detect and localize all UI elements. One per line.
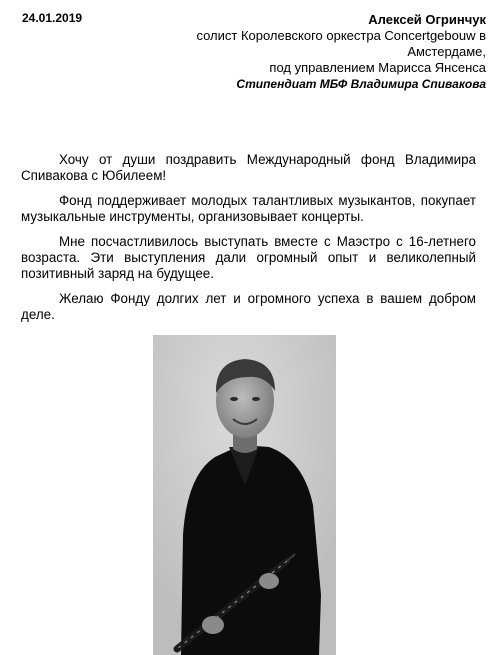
author-name: Алексей Огринчук <box>368 12 486 27</box>
scholarship-line: Стипендиат МБФ Владимира Спивакова <box>236 77 486 91</box>
author-role-line-2: Амстердаме, <box>407 44 486 59</box>
author-header <box>156 12 486 92</box>
right-eye <box>252 397 260 401</box>
author-photo <box>153 335 336 655</box>
author-role-line-3: под управлением Марисса Янсенса <box>269 60 486 75</box>
letter-date: 24.01.2019 <box>22 11 83 25</box>
paragraph-support: Фонд поддерживает молодых талантливых музыкантов, покупает музыкальные инструменты, организовывает концерты. <box>21 193 476 224</box>
author-role-line-1: солист Королевского оркестра Concertgebouw в <box>196 28 486 43</box>
paragraph-experience: Мне посчастливилось выступать вместе с Маэстро с 16-летнего возраста. Эти выступления дали огромный опыт и великолепный позитивный заряд на будущее. <box>21 234 476 281</box>
paragraph-greeting: Хочу от души поздравить Международный фонд Владимира Спивакова с Юбилеем! <box>21 152 476 183</box>
suit-shape <box>181 445 321 655</box>
paragraph-wishes: Желаю Фонду долгих лет и огромного успеха в вашем добром деле. <box>21 291 476 322</box>
portrait-illustration <box>153 335 336 655</box>
letter-body <box>21 152 476 332</box>
left-hand <box>202 616 224 634</box>
left-eye <box>230 397 238 401</box>
right-hand <box>259 573 279 589</box>
